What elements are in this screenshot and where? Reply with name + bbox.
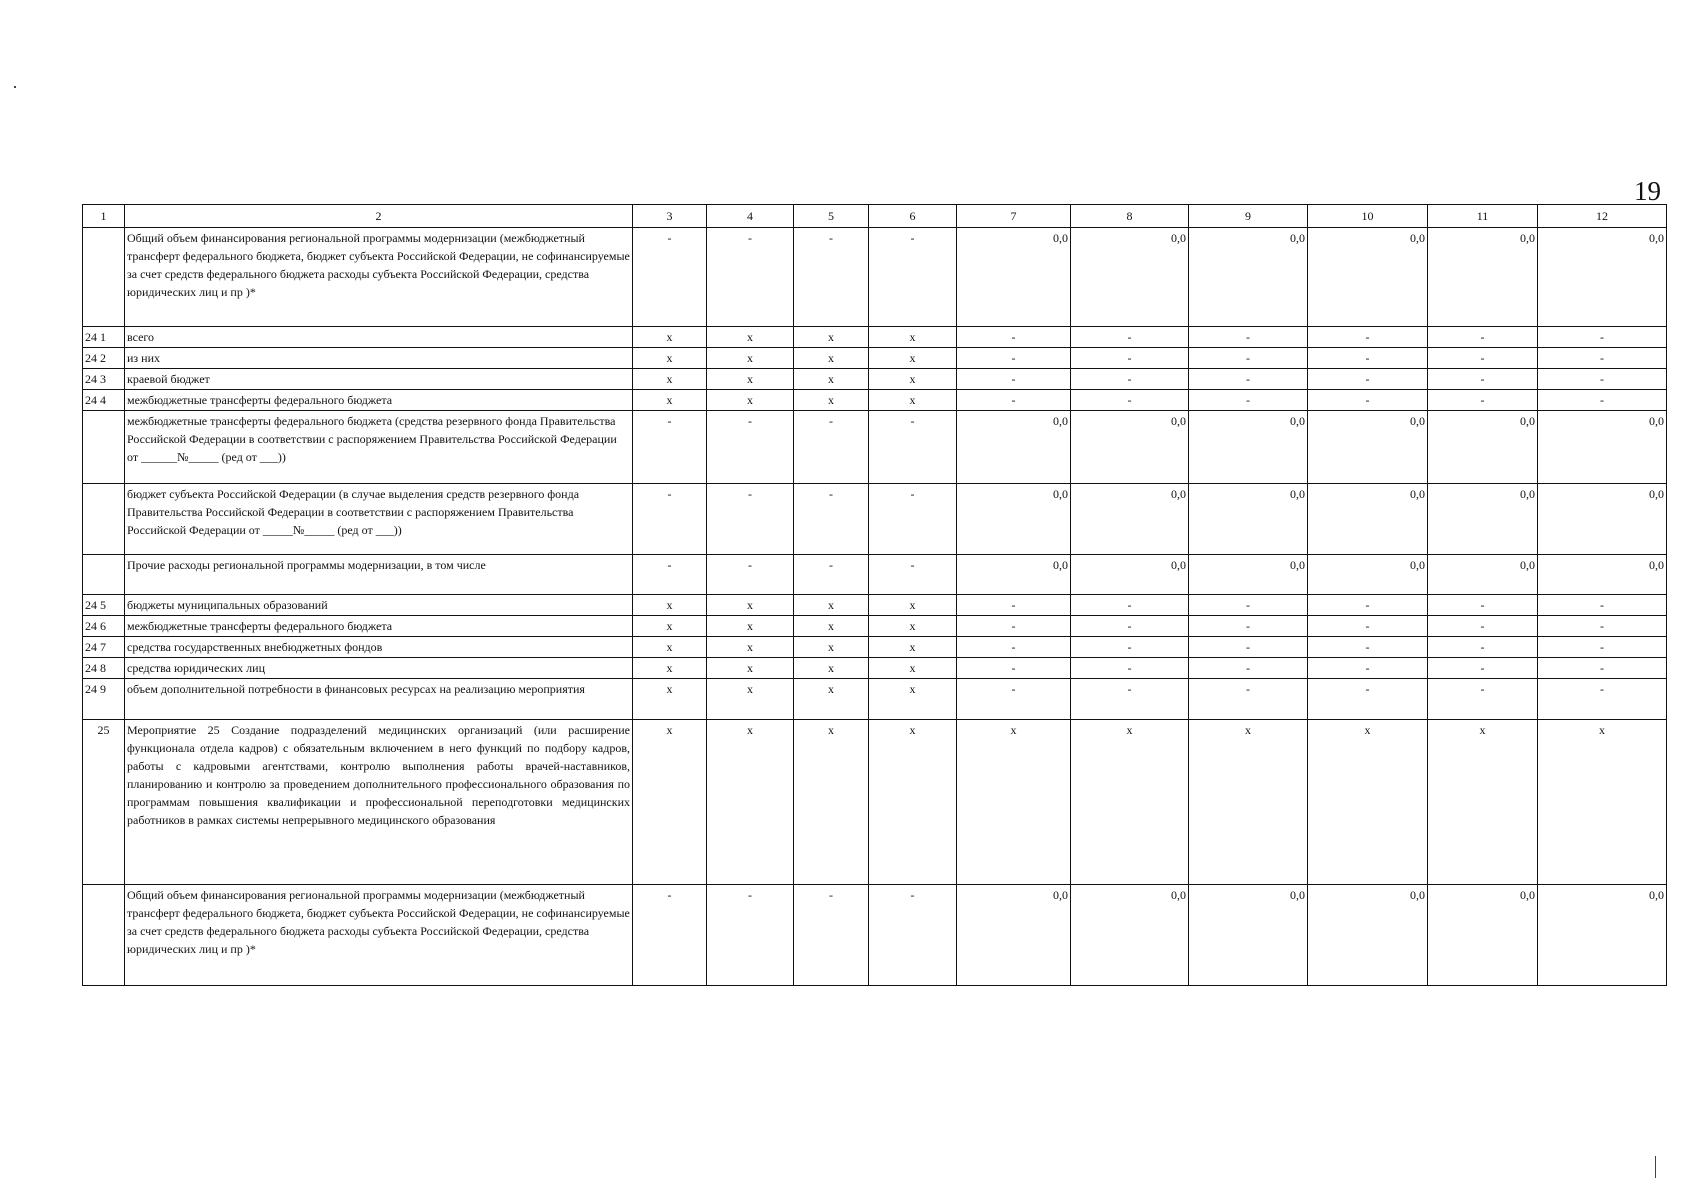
row-description: Прочие расходы региональной программы модернизации, в том числе xyxy=(125,555,633,595)
value-cell: 0,0 xyxy=(1538,484,1667,555)
row-description: объем дополнительной потребности в финансовых ресурсах на реализацию мероприятия xyxy=(125,679,633,720)
value-cell: - xyxy=(1538,595,1667,616)
row-number xyxy=(83,885,125,986)
value-cell: x xyxy=(707,637,794,658)
value-cell: 0,0 xyxy=(957,411,1071,484)
value-cell: x xyxy=(1071,720,1189,885)
row-number: 25 xyxy=(83,720,125,885)
value-cell: x xyxy=(633,616,707,637)
value-cell: 0,0 xyxy=(1189,484,1308,555)
value-cell: - xyxy=(1071,679,1189,720)
value-cell: x xyxy=(869,720,957,885)
value-cell: x xyxy=(794,720,869,885)
value-cell: - xyxy=(1071,658,1189,679)
value-cell: 0,0 xyxy=(1538,885,1667,986)
value-cell: - xyxy=(1071,327,1189,348)
scan-mark xyxy=(14,86,16,88)
value-cell: - xyxy=(794,411,869,484)
row-description: всего xyxy=(125,327,633,348)
row-24-8 xyxy=(83,658,1667,679)
value-cell: x xyxy=(794,616,869,637)
value-cell: x xyxy=(869,616,957,637)
row-description: межбюджетные трансферты федерального бюджета (средства резервного фонда Правительства Российской Федерации в соответствии с распоряжением Правительства Российской Федерации от ______№_____ (ред от ___)) xyxy=(125,411,633,484)
value-cell: 0,0 xyxy=(1189,555,1308,595)
row-description: средства государственных внебюджетных фондов xyxy=(125,637,633,658)
value-cell: 0,0 xyxy=(1428,484,1538,555)
value-cell: - xyxy=(1189,390,1308,411)
row-24-1 xyxy=(83,327,1667,348)
value-cell: x xyxy=(869,679,957,720)
value-cell: - xyxy=(1189,679,1308,720)
value-cell: x xyxy=(869,637,957,658)
row-description: из них xyxy=(125,348,633,369)
column-header: 3 xyxy=(633,205,707,228)
column-header: 8 xyxy=(1071,205,1189,228)
value-cell: - xyxy=(1538,616,1667,637)
row-number: 24 5 xyxy=(83,595,125,616)
value-cell: 0,0 xyxy=(1071,411,1189,484)
row-description: межбюджетные трансферты федерального бюджета xyxy=(125,616,633,637)
column-header: 11 xyxy=(1428,205,1538,228)
value-cell: - xyxy=(1071,369,1189,390)
value-cell: - xyxy=(794,885,869,986)
value-cell: 0,0 xyxy=(1428,411,1538,484)
value-cell: - xyxy=(707,228,794,327)
value-cell: - xyxy=(1308,595,1428,616)
column-header: 5 xyxy=(794,205,869,228)
row-description: краевой бюджет xyxy=(125,369,633,390)
value-cell: - xyxy=(1308,348,1428,369)
value-cell: x xyxy=(707,616,794,637)
value-cell: - xyxy=(1189,595,1308,616)
row-description: межбюджетные трансферты федерального бюджета xyxy=(125,390,633,411)
financing-table xyxy=(82,204,1667,986)
value-cell: - xyxy=(1538,658,1667,679)
column-header: 12 xyxy=(1538,205,1667,228)
value-cell: x xyxy=(1428,720,1538,885)
value-cell: x xyxy=(1538,720,1667,885)
value-cell: - xyxy=(1071,348,1189,369)
column-header: 1 xyxy=(83,205,125,228)
row-number: 24 6 xyxy=(83,616,125,637)
value-cell: x xyxy=(794,679,869,720)
value-cell: x xyxy=(633,369,707,390)
value-cell: - xyxy=(633,555,707,595)
value-cell: 0,0 xyxy=(1071,885,1189,986)
value-cell: - xyxy=(1308,390,1428,411)
value-cell: - xyxy=(957,369,1071,390)
value-cell: x xyxy=(1189,720,1308,885)
value-cell: - xyxy=(957,390,1071,411)
value-cell: 0,0 xyxy=(1071,484,1189,555)
value-cell: x xyxy=(794,348,869,369)
row-number: 24 4 xyxy=(83,390,125,411)
value-cell: 0,0 xyxy=(1428,885,1538,986)
value-cell: 0,0 xyxy=(957,885,1071,986)
value-cell: 0,0 xyxy=(1308,885,1428,986)
value-cell: - xyxy=(1308,616,1428,637)
value-cell: - xyxy=(957,658,1071,679)
value-cell: x xyxy=(633,679,707,720)
row-description: бюджеты муниципальных образований xyxy=(125,595,633,616)
row-total-financing-25 xyxy=(83,885,1667,986)
row-description: средства юридических лиц xyxy=(125,658,633,679)
value-cell: x xyxy=(707,369,794,390)
value-cell: - xyxy=(1428,327,1538,348)
value-cell: 0,0 xyxy=(957,228,1071,327)
row-description: Мероприятие 25 Создание подразделений медицинских организаций (или расширение функционала отдела кадров) с обязательным включением в него функций по подбору кадров, работы с кадровыми агентствами, контролю выполнения работы врачей-наставников, планированию и контролю за проведением дополнительного профессионального образования по программам повышения квалификации и профессиональной переподготовки медицинских работников в рамках системы непрерывного медицинского образования xyxy=(125,720,633,885)
value-cell: - xyxy=(633,228,707,327)
value-cell: x xyxy=(869,390,957,411)
row-number: 24 8 xyxy=(83,658,125,679)
value-cell: - xyxy=(1189,327,1308,348)
value-cell: x xyxy=(794,390,869,411)
value-cell: x xyxy=(707,327,794,348)
value-cell: - xyxy=(794,555,869,595)
value-cell: - xyxy=(869,484,957,555)
value-cell: x xyxy=(707,348,794,369)
value-cell: - xyxy=(794,228,869,327)
value-cell: 0,0 xyxy=(1538,228,1667,327)
row-reserve-fund-regional xyxy=(83,484,1667,555)
column-header: 6 xyxy=(869,205,957,228)
row-number xyxy=(83,228,125,327)
row-24-3 xyxy=(83,369,1667,390)
value-cell: - xyxy=(1428,679,1538,720)
row-number: 24 1 xyxy=(83,327,125,348)
value-cell: - xyxy=(1428,369,1538,390)
row-24-6 xyxy=(83,616,1667,637)
value-cell: x xyxy=(794,637,869,658)
value-cell: x xyxy=(707,390,794,411)
header-row xyxy=(83,205,1667,228)
value-cell: - xyxy=(1538,348,1667,369)
row-number: 24 9 xyxy=(83,679,125,720)
value-cell: 0,0 xyxy=(957,484,1071,555)
value-cell: 0,0 xyxy=(1538,555,1667,595)
value-cell: - xyxy=(1308,327,1428,348)
page-number: 19 xyxy=(1634,176,1661,206)
value-cell: - xyxy=(957,616,1071,637)
value-cell: - xyxy=(1538,369,1667,390)
value-cell: x xyxy=(869,658,957,679)
row-reserve-fund-federal xyxy=(83,411,1667,484)
value-cell: - xyxy=(1189,616,1308,637)
value-cell: - xyxy=(707,484,794,555)
value-cell: x xyxy=(869,348,957,369)
value-cell: x xyxy=(633,720,707,885)
row-description: Общий объем финансирования региональной программы модернизации (межбюджетный трансферт федерального бюджета, бюджет субъекта Российской Федерации, не софинансируемые за счет средств федерального бюджета расходы субъекта Российской Федерации, средства юридических лиц и пр )* xyxy=(125,228,633,327)
value-cell: x xyxy=(707,658,794,679)
value-cell: - xyxy=(1538,679,1667,720)
value-cell: - xyxy=(1308,637,1428,658)
row-number xyxy=(83,411,125,484)
value-cell: x xyxy=(633,390,707,411)
value-cell: - xyxy=(1308,369,1428,390)
value-cell: x xyxy=(869,595,957,616)
value-cell: - xyxy=(1308,679,1428,720)
value-cell: - xyxy=(957,679,1071,720)
value-cell: 0,0 xyxy=(1308,484,1428,555)
value-cell: - xyxy=(957,595,1071,616)
column-header: 4 xyxy=(707,205,794,228)
row-24-7 xyxy=(83,637,1667,658)
value-cell: - xyxy=(869,885,957,986)
value-cell: - xyxy=(1071,390,1189,411)
value-cell: x xyxy=(633,327,707,348)
value-cell: 0,0 xyxy=(1071,555,1189,595)
value-cell: 0,0 xyxy=(1189,885,1308,986)
value-cell: - xyxy=(707,555,794,595)
row-24-5 xyxy=(83,595,1667,616)
column-header: 2 xyxy=(125,205,633,228)
value-cell: - xyxy=(707,411,794,484)
value-cell: - xyxy=(869,555,957,595)
value-cell: x xyxy=(794,327,869,348)
value-cell: x xyxy=(869,327,957,348)
value-cell: - xyxy=(957,637,1071,658)
value-cell: 0,0 xyxy=(1308,411,1428,484)
value-cell: - xyxy=(1308,658,1428,679)
scan-mark xyxy=(1655,1156,1656,1178)
value-cell: - xyxy=(1428,637,1538,658)
value-cell: - xyxy=(957,327,1071,348)
value-cell: 0,0 xyxy=(957,555,1071,595)
value-cell: x xyxy=(707,720,794,885)
row-measure-25 xyxy=(83,720,1667,885)
column-header: 9 xyxy=(1189,205,1308,228)
row-24-9 xyxy=(83,679,1667,720)
value-cell: x xyxy=(707,679,794,720)
value-cell: - xyxy=(633,885,707,986)
value-cell: - xyxy=(1538,637,1667,658)
value-cell: 0,0 xyxy=(1538,411,1667,484)
value-cell: - xyxy=(1428,616,1538,637)
row-description: Общий объем финансирования региональной программы модернизации (межбюджетный трансферт федерального бюджета, бюджет субъекта Российской Федерации, не софинансируемые за счет средств федерального бюджета расходы субъекта Российской Федерации, средства юридических лиц и пр )* xyxy=(125,885,633,986)
value-cell: x xyxy=(633,637,707,658)
value-cell: - xyxy=(957,348,1071,369)
value-cell: 0,0 xyxy=(1189,228,1308,327)
row-other-expenses xyxy=(83,555,1667,595)
row-total-financing xyxy=(83,228,1667,327)
value-cell: 0,0 xyxy=(1428,555,1538,595)
row-description: бюджет субъекта Российской Федерации (в случае выделения средств резервного фонда Правительства Российской Федерации в соответствии с распоряжением Правительства Российской Федерации от _____№_____ (ред от ___)) xyxy=(125,484,633,555)
row-number xyxy=(83,555,125,595)
value-cell: - xyxy=(1538,390,1667,411)
value-cell: - xyxy=(633,484,707,555)
row-number: 24 7 xyxy=(83,637,125,658)
value-cell: x xyxy=(794,595,869,616)
value-cell: - xyxy=(1538,327,1667,348)
column-header: 10 xyxy=(1308,205,1428,228)
value-cell: - xyxy=(1428,348,1538,369)
row-number xyxy=(83,484,125,555)
value-cell: - xyxy=(1071,637,1189,658)
value-cell: x xyxy=(633,348,707,369)
value-cell: - xyxy=(1071,616,1189,637)
value-cell: 0,0 xyxy=(1308,555,1428,595)
row-24-4 xyxy=(83,390,1667,411)
value-cell: - xyxy=(869,228,957,327)
value-cell: - xyxy=(1428,595,1538,616)
value-cell: - xyxy=(707,885,794,986)
value-cell: x xyxy=(707,595,794,616)
value-cell: 0,0 xyxy=(1428,228,1538,327)
value-cell: x xyxy=(633,658,707,679)
column-header: 7 xyxy=(957,205,1071,228)
row-24-2 xyxy=(83,348,1667,369)
value-cell: x xyxy=(794,658,869,679)
value-cell: 0,0 xyxy=(1071,228,1189,327)
value-cell: - xyxy=(1428,390,1538,411)
value-cell: - xyxy=(1189,348,1308,369)
value-cell: x xyxy=(869,369,957,390)
value-cell: - xyxy=(1189,369,1308,390)
value-cell: - xyxy=(794,484,869,555)
value-cell: 0,0 xyxy=(1308,228,1428,327)
value-cell: - xyxy=(1189,637,1308,658)
value-cell: - xyxy=(1428,658,1538,679)
value-cell: x xyxy=(794,369,869,390)
value-cell: - xyxy=(1189,658,1308,679)
value-cell: x xyxy=(957,720,1071,885)
value-cell: x xyxy=(1308,720,1428,885)
row-number: 24 3 xyxy=(83,369,125,390)
value-cell: 0,0 xyxy=(1189,411,1308,484)
value-cell: - xyxy=(1071,595,1189,616)
value-cell: - xyxy=(869,411,957,484)
value-cell: x xyxy=(633,595,707,616)
value-cell: - xyxy=(633,411,707,484)
row-number: 24 2 xyxy=(83,348,125,369)
